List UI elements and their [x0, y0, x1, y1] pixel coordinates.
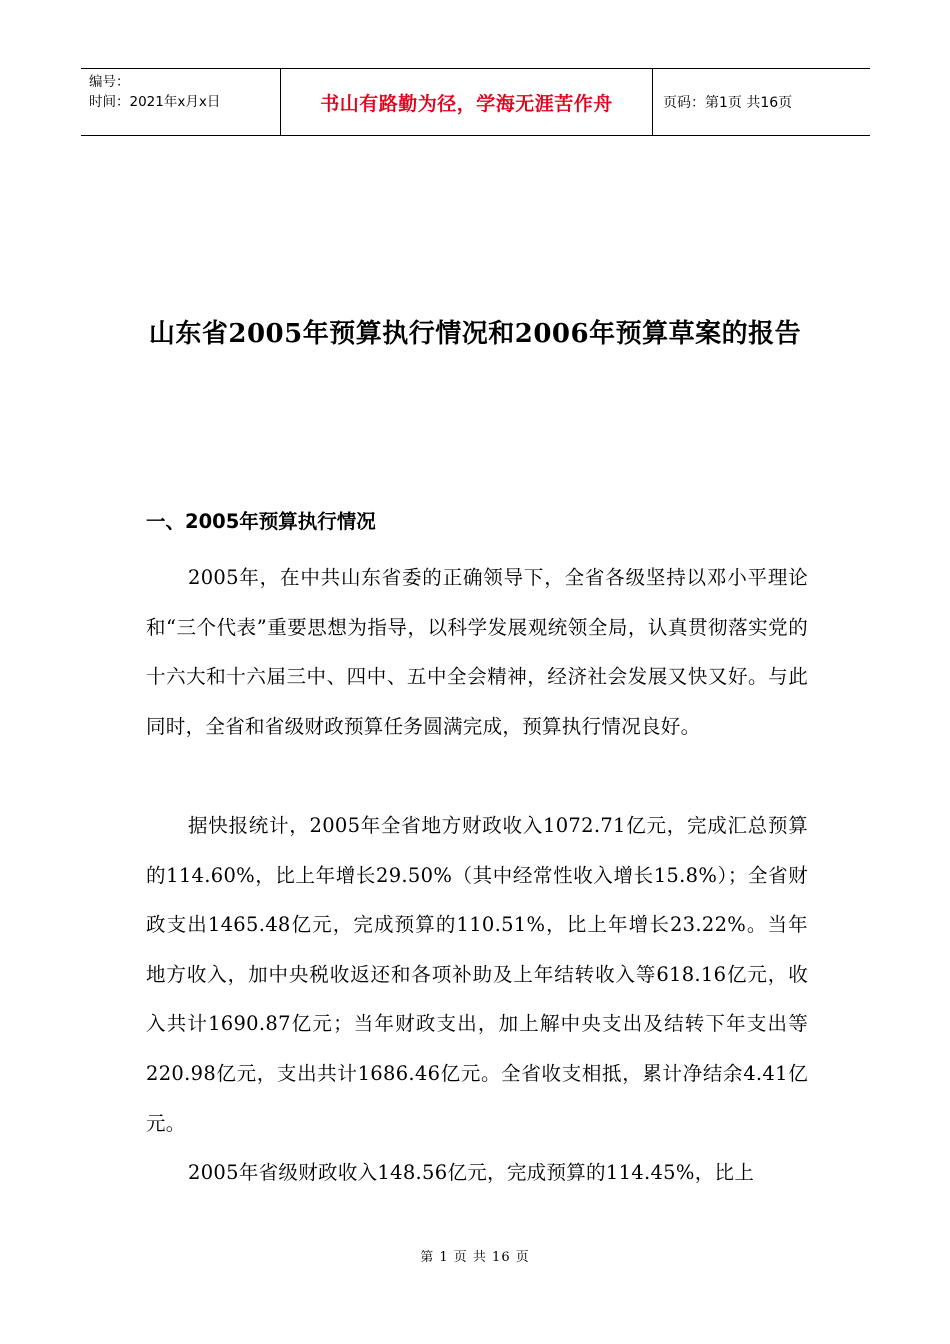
page-footer: 第 1 页 共 16 页 [420, 1250, 530, 1265]
header-motto: 书山有路勤为径，学海无涯苦作舟 [281, 69, 653, 135]
document-title: 山东省2005年预算执行情况和2006年预算草案的报告 [148, 319, 802, 349]
header-page-info: 页码：第1页 共16页 [663, 95, 793, 111]
section-heading: 一、2005年预算执行情况 [146, 510, 376, 533]
body-paragraph: 2005年省级财政收入148.56亿元，完成预算的114.45%，比上 [188, 1161, 755, 1184]
body-paragraph: 2005年，在中共山东省委的正确领导下，全省各级坚持以邓小平理论和“三个代表”重要思想为指导，以科学发展观统领全局，认真贯彻落实党的十六大和十六届三中、四中、五中全会精神，经济社会发展又快又好。与此同时，全省和省级财政预算任务圆满完成，预算执行情况良好。 [146, 566, 808, 738]
header-meta-cell [81, 69, 281, 135]
body-paragraph: 据快报统计，2005年全省地方财政收入1072.71亿元，完成汇总预算的114.60%，比上年增长29.50%（其中经常性收入增长15.8%）；全省财政支出1465.48亿元，完成预算的110.51%，比上年增长23.22%。当年地方收入，加中央税收返还和各项补助及上年结转收入等618.16亿元，收入共计1690.87亿元；当年财政支出，加上解中央支出及结转下年支出等220.98亿元，支出共计1686.46亿元。全省收支相抵，累计净结余4.41亿元。 [146, 814, 808, 1135]
document-number-label: 编号： [89, 74, 130, 90]
document-time-label: 时间：2021年x月x日 [89, 94, 221, 110]
document-header [81, 68, 870, 136]
